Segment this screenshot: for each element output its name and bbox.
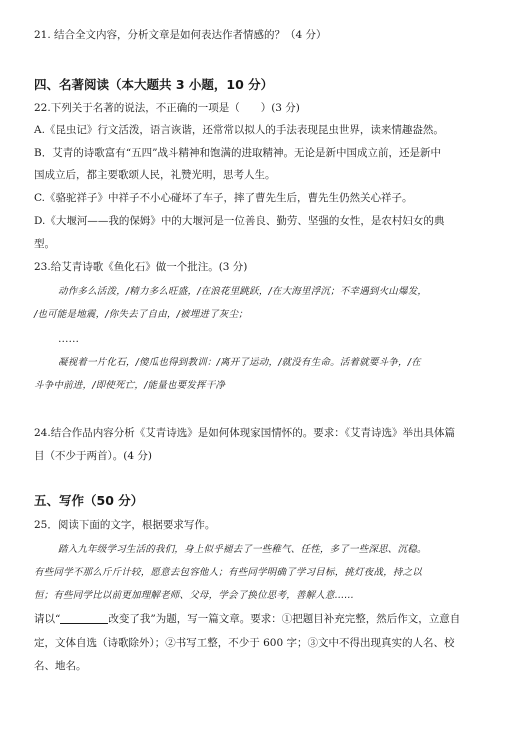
poem-line-3: 凝视着一片化石，/傻瓜也得到教训：/离开了运动，/就没有生命。活着就要斗争，/在 <box>58 357 421 368</box>
question-21: 21. 结合全文内容，分析文章是如何表达作者情感的？（4 分） <box>34 29 327 41</box>
prompt-paragraph-line2: 有些同学不那么斤斤计较，愿意去包容他人；有些同学明确了学习目标，挑灯夜战，持之以 <box>34 567 423 578</box>
writing-requirement-line2: 定，文体自选（诗歌除外）；②书写工整，不少于 600 字；③文中不得出现真实的人名、校 <box>34 637 455 649</box>
question-22-option-d-line1: D.《大堰河——我的保姆》中的大堰河是一位善良、勤劳、坚强的女性，是农村妇女的典 <box>34 215 445 227</box>
title-blank <box>60 613 108 624</box>
question-24-line1: 24.结合作品内容分析《艾青诗选》是如何体现家国情怀的。要求：《艾青诗选》举出具体篇 <box>34 427 455 439</box>
prompt-paragraph-line3: 恒；有些同学比以前更加理解老师、父母，学会了换位思考，善解人意…… <box>34 590 355 601</box>
question-22-stem: 22.下列关于名著的说法，不正确的一项是（ ）(3 分) <box>34 102 300 114</box>
title-prefix: 请以“ <box>34 613 61 625</box>
question-22-option-a: A.《昆虫记》行文活泼，语言诙谐，还常常以拟人的手法表现昆虫世界，读来情趣盎然。 <box>34 124 444 136</box>
section-4-heading: 四、名著阅读（本大题共 3 小题，10 分） <box>34 77 274 92</box>
poem-line-1: 动作多么活泼，/精力多么旺盛，/在浪花里跳跃，/在大海里浮沉；不幸遇到火山爆发， <box>58 286 428 297</box>
title-suffix: 改变了我”为题，写一篇文章。要求：①把题目补充完整，然后作文，立意自 <box>108 613 461 625</box>
question-24-line2: 目（不少于两首）。(4 分) <box>34 450 152 462</box>
question-22-option-b-line2: 国成立后，都主要歌颂人民，礼赞光明，思考人生。 <box>34 169 276 181</box>
poem-ellipsis: …… <box>58 333 79 345</box>
section-5-heading: 五、写作（50 分） <box>34 493 144 508</box>
prompt-paragraph-line1: 踏入九年级学习生活的我们，身上似乎褪去了一些稚气、任性，多了一些深思、沉稳。 <box>58 544 427 555</box>
question-22-option-b-line1: B．艾青的诗歌富有“五四”战斗精神和饱满的进取精神。无论是新中国成立前，还是新中 <box>34 147 441 159</box>
question-22-option-c: C.《骆驼祥子》中祥子不小心碰坏了车子，摔了曹先生后，曹先生仍然关心祥子。 <box>34 192 413 204</box>
poem-line-4: 斗争中前进，/即使死亡，/能量也要发挥干净 <box>34 380 226 391</box>
writing-requirement-line3: 名、地名。 <box>34 660 87 672</box>
poem-line-2: /也可能是地震，/你失去了自由，/被埋进了灰尘； <box>34 309 248 320</box>
question-25-stem: 25．阅读下面的文字，根据要求写作。 <box>34 519 216 531</box>
question-22-option-d-line2: 型。 <box>34 238 55 250</box>
question-23-stem: 23.给艾青诗歌《鱼化石》做一个批注。(3 分) <box>34 261 248 273</box>
writing-requirement-line1 <box>34 612 460 626</box>
